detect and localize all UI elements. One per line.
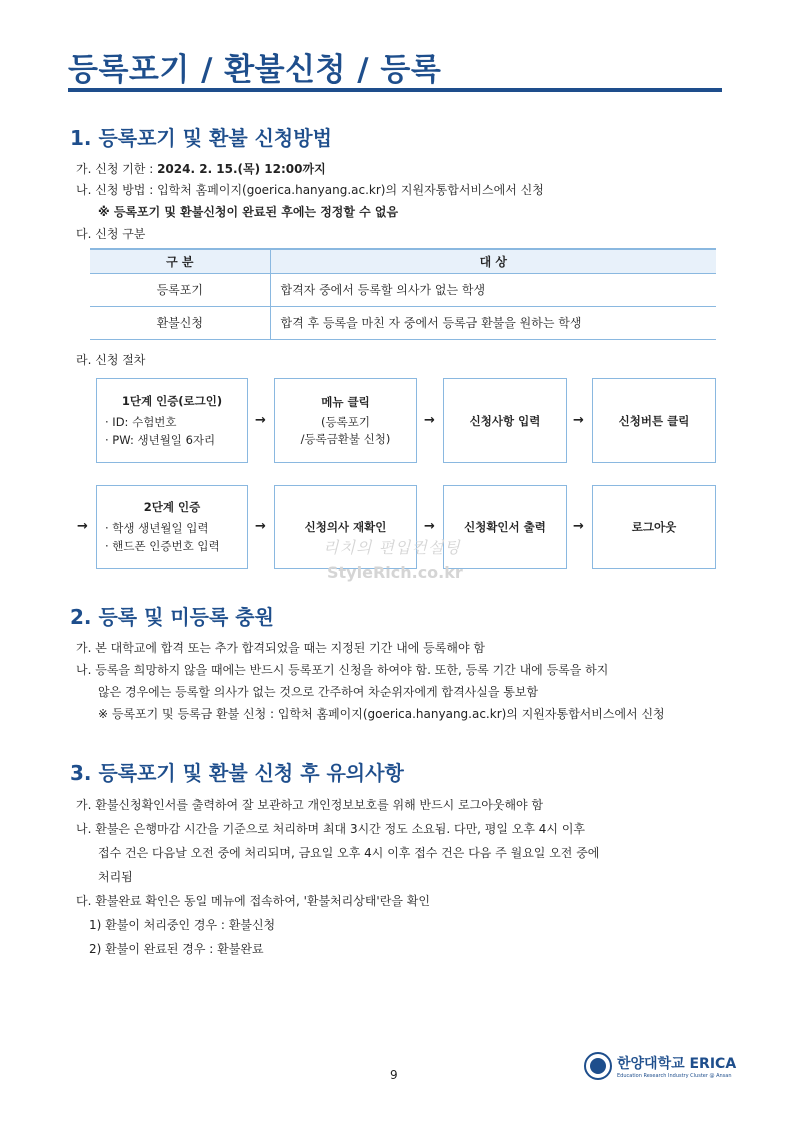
deadline-value: 2024. 2. 15.(목) 12:00까지	[157, 162, 326, 176]
section1-title: 1. 등록포기 및 환불 신청방법	[70, 126, 332, 150]
flow-step-logout	[592, 485, 716, 569]
flow-arrow: →	[573, 519, 584, 534]
flow-step-menu	[274, 378, 417, 463]
flow-step-title: 메뉴 클릭	[321, 394, 370, 409]
no-correction-note: ※ 등록포기 및 환불신청이 완료된 후에는 정정할 수 없음	[98, 205, 399, 219]
flow-arrow: →	[77, 519, 88, 534]
flow-step-print	[443, 485, 567, 569]
flow-arrow: →	[255, 519, 266, 534]
section3-item: 다. 환불완료 확인은 동일 메뉴에 접속하여, '환불처리상태'란을 확인	[76, 894, 430, 908]
table-cell: 합격자 중에서 등록할 의사가 없는 학생	[270, 273, 716, 306]
section3-item: 접수 건은 다음날 오전 중에 처리되며, 금요일 오후 4시 이후 접수 건은 다음 주 월요일 오전 중에	[98, 846, 600, 860]
flow-step-title: 1단계 인증(로그인)	[121, 393, 223, 408]
flow-step-title: 로그아웃	[631, 520, 677, 534]
flow-step-input	[443, 378, 567, 463]
table-row	[90, 273, 716, 306]
flow-arrow: →	[424, 413, 435, 428]
table-cell: 합격 후 등록을 마친 자 중에서 등록금 환불을 원하는 학생	[270, 306, 716, 339]
section3-subitem: 1) 환불이 처리중인 경우 : 환불신청	[89, 918, 276, 932]
flow-step-title: 신청확인서 출력	[464, 520, 546, 534]
deadline-line	[76, 161, 326, 177]
university-seal-icon	[584, 1052, 612, 1080]
table-header-row	[90, 249, 716, 273]
procedure-label: 라. 신청 절차	[76, 353, 146, 367]
table-cell: 등록포기	[90, 273, 270, 306]
flow-step-title: 2단계 인증	[143, 500, 201, 514]
section2-item: 가. 본 대학교에 합격 또는 추가 합격되었을 때는 지정된 기간 내에 등록해야 함	[76, 641, 485, 655]
section3-subitem: 2) 환불이 완료된 경우 : 환불완료	[89, 942, 264, 956]
watermark-url: StyleRich.co.kr	[327, 563, 463, 582]
section3-item: 가. 환불신청확인서를 출력하여 잘 보관하고 개인정보보호를 위해 반드시 로그아웃해야 함	[76, 798, 544, 812]
flow-step-title: 신청사항 입력	[469, 413, 541, 428]
title-rule	[68, 88, 722, 92]
category-table	[90, 248, 716, 340]
flow-step-detail: · ID: 수험번호	[105, 414, 177, 429]
page-title: 등록포기 / 환불신청 / 등록	[68, 52, 442, 88]
section2-item: 나. 등록을 희망하지 않을 때에는 반드시 등록포기 신청을 하여야 함. 또한, 등록 기간 내에 등록을 하지	[76, 663, 609, 677]
flow-step-2fa	[96, 485, 248, 569]
section3-item: 처리됨	[98, 870, 133, 884]
flow-step-detail: · 학생 생년월일 입력	[105, 521, 209, 535]
category-label: 다. 신청 구분	[76, 227, 146, 241]
logo-subtitle: Education Research Industry Cluster @ Ansan	[617, 1073, 732, 1079]
flow-step-login	[96, 378, 248, 463]
flow-step-detail: · PW: 생년월일 6자리	[105, 432, 216, 447]
flow-step-title: 신청의사 재확인	[304, 520, 387, 534]
flow-arrow: →	[573, 413, 584, 428]
flow-step-detail: · 핸드폰 인증번호 입력	[105, 539, 220, 553]
flow-arrow: →	[255, 413, 266, 428]
section2-note: ※ 등록포기 및 등록금 환불 신청 : 입학처 홈페이지(goerica.hanyang.ac.kr)의 지원자통합서비스에서 신청	[98, 707, 665, 721]
university-logo	[584, 1052, 736, 1080]
deadline-prefix: 가. 신청 기한 :	[76, 162, 158, 176]
section2-item: 않은 경우에는 등록할 의사가 없는 것으로 간주하여 차순위자에게 합격사실을 통보함	[98, 685, 539, 699]
logo-name: 한양대학교 ERICA	[617, 1056, 737, 1072]
flow-step-title: 신청버튼 클릭	[618, 413, 690, 428]
table-cell: 환불신청	[90, 306, 270, 339]
table-header: 대 상	[270, 249, 716, 273]
table-header: 구 분	[90, 249, 270, 273]
flow-arrow: →	[424, 519, 435, 534]
watermark-text: 리치의 편입컨설팅	[323, 538, 461, 557]
page-number: 9	[390, 1068, 398, 1082]
table-row	[90, 306, 716, 339]
method-line: 나. 신청 방법 : 입학처 홈페이지(goerica.hanyang.ac.kr)의 지원자통합서비스에서 신청	[76, 183, 544, 197]
flow-step-submit	[592, 378, 716, 463]
section3-title: 3. 등록포기 및 환불 신청 후 유의사항	[70, 761, 404, 785]
section2-title: 2. 등록 및 미등록 충원	[70, 605, 274, 629]
section3-item: 나. 환불은 은행마감 시간을 기준으로 처리하며 최대 3시간 정도 소요됨. 다만, 평일 오후 4시 이후	[76, 822, 586, 836]
flow-step-detail: /등록금환불 신청)	[300, 431, 391, 446]
flow-step-detail: (등록포기	[321, 414, 370, 429]
